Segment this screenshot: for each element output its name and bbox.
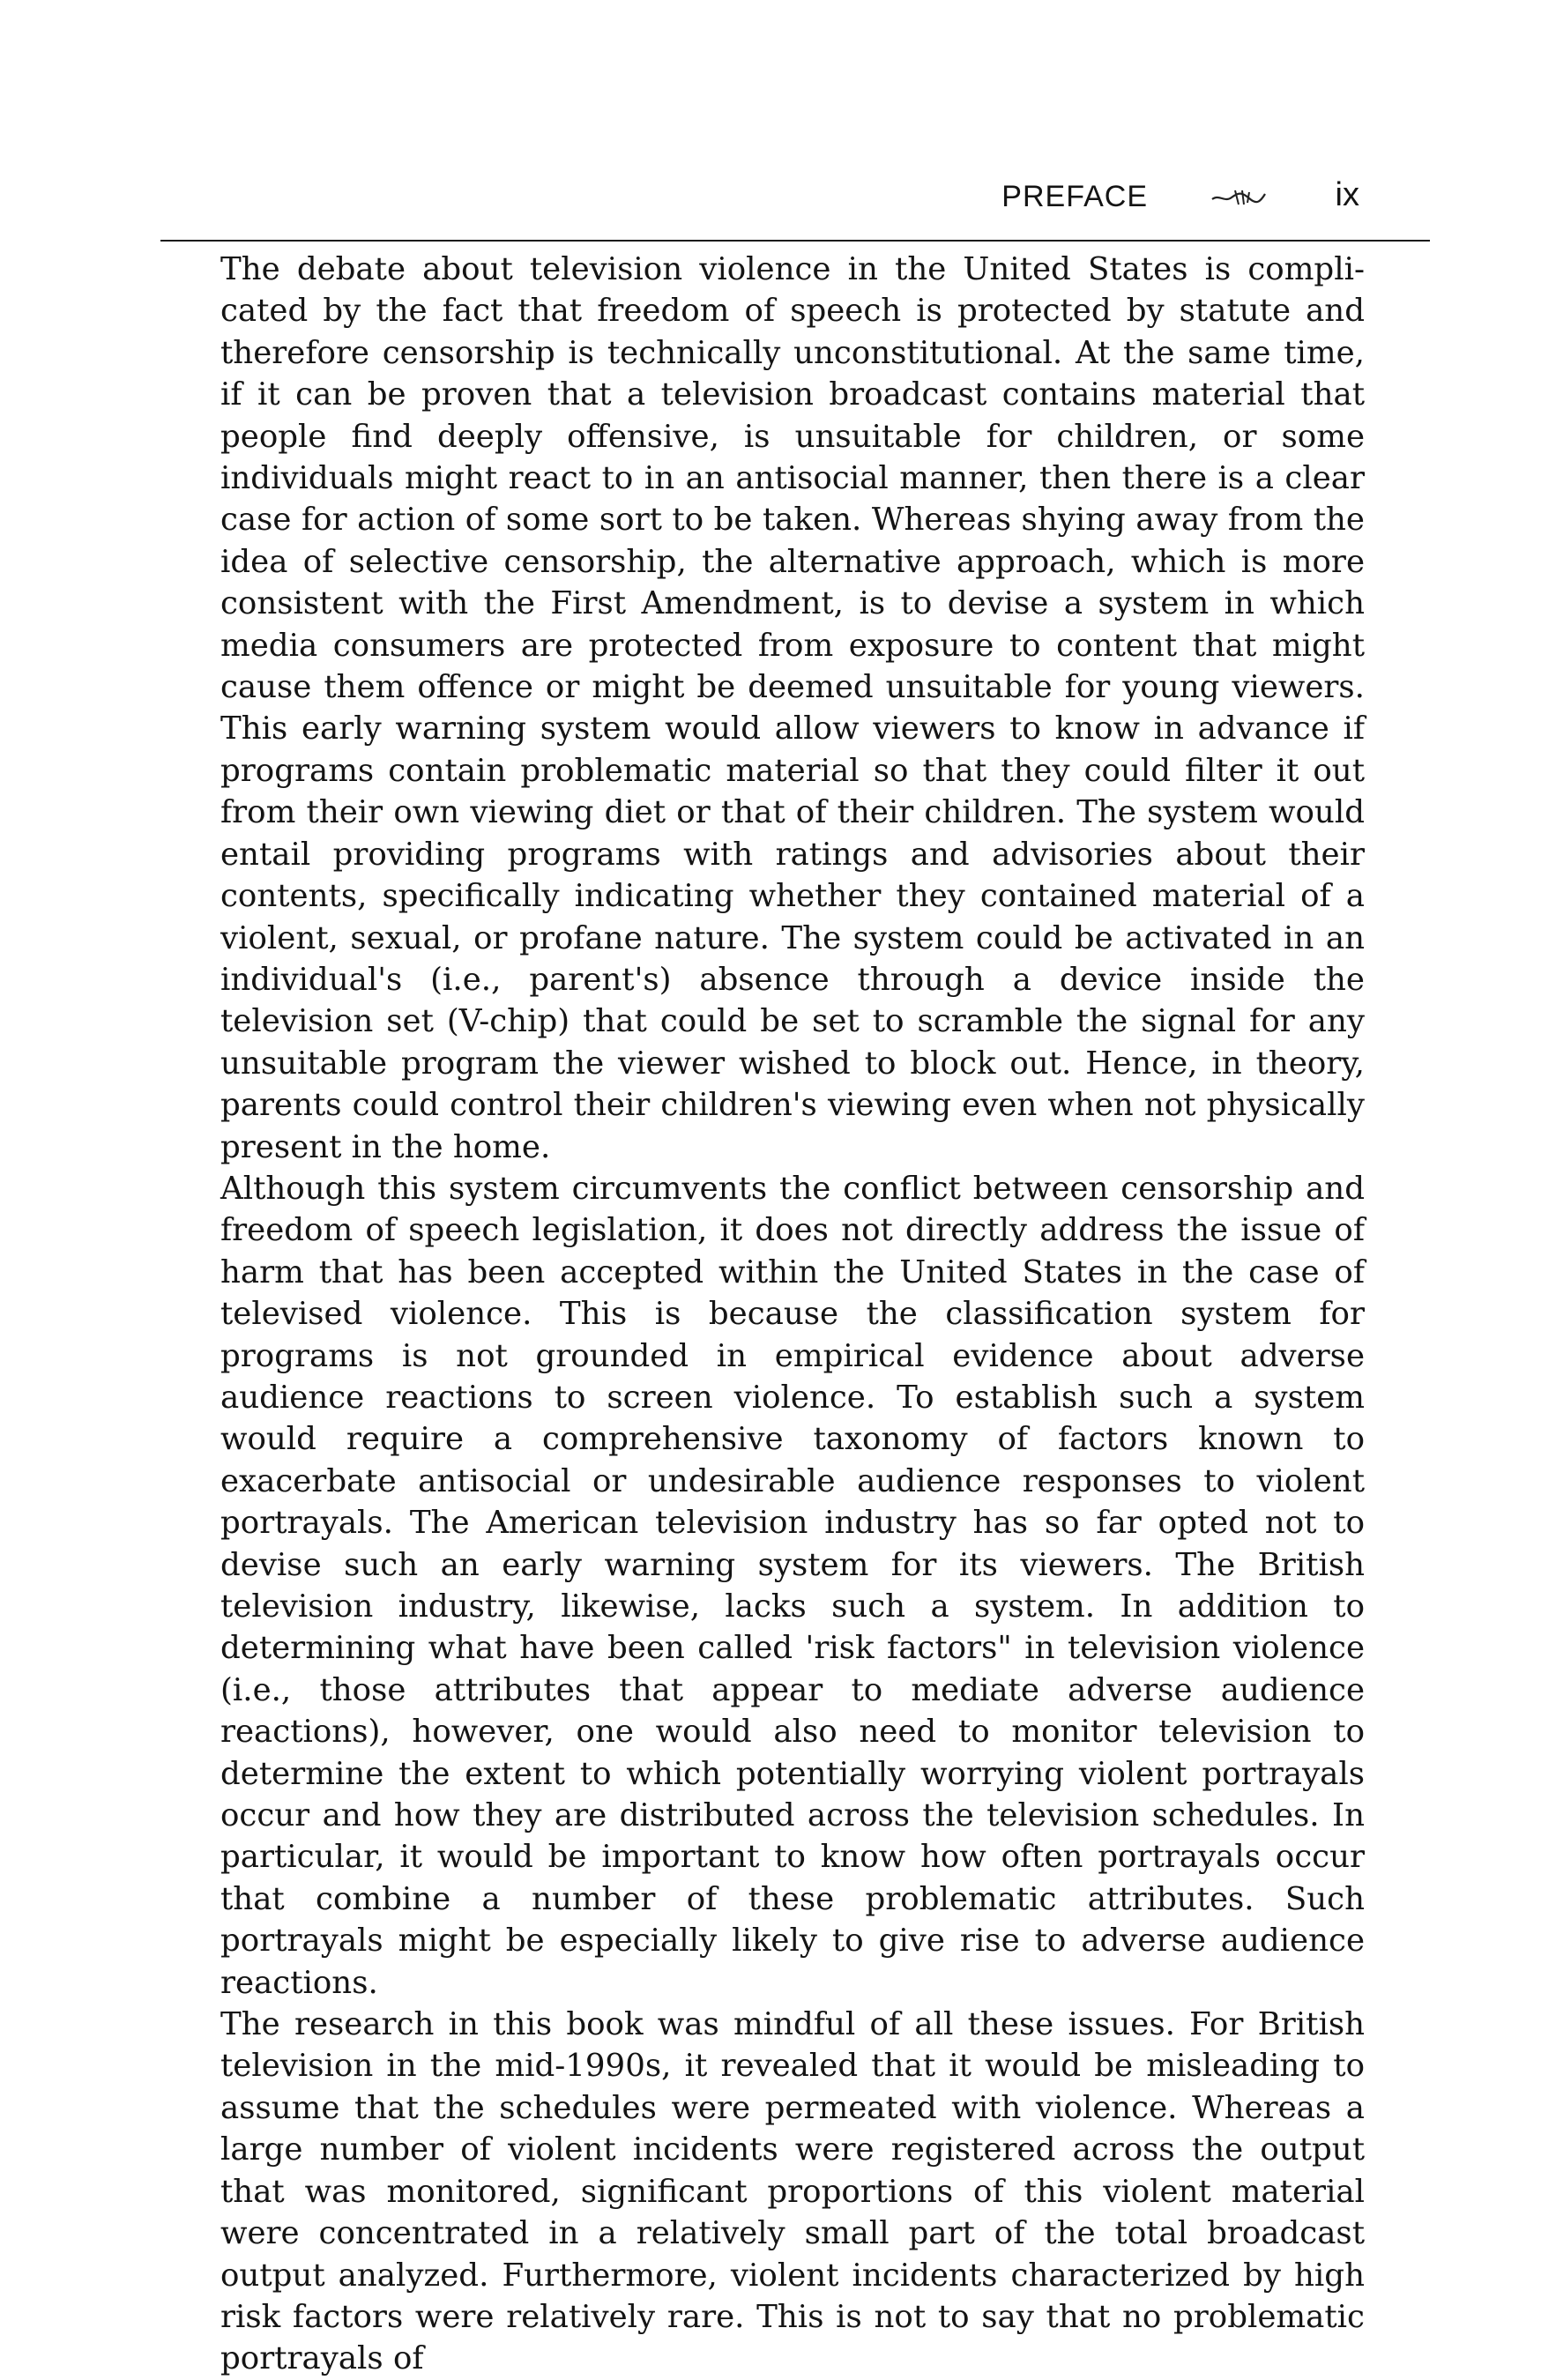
section-title: PREFACE bbox=[1001, 180, 1148, 213]
body-text bbox=[220, 249, 1365, 2380]
paragraph: Although this system circumvents the conflict between censorship and freedom of speech legislation, it does not directly address the issue of harm that has been accepted within the United States in the case of televised violence. This is because the classification system for programs is not grounded in empirical evidence about adverse audience reactions to screen violence. To establish such a system would require a comprehensive taxonomy of factors known to exacerbate antisocial or undesirable audience responses to violent portrayals. The American television industry has so far opted not to devise such an early warning system for its viewers. The British television industry, likewise, lacks such a system. In addition to determining what have been called 'risk factors" in television violence (i.e., those attributes that appear to mediate adverse audience reactions), however, one would also need to monitor television to determine the extent to which potentially worrying violent portrayals occur and how they are distributed across the television schedules. In particular, it would be important to know how often portrayals occur that combine a number of these problematic attributes. Such portrayals might be especially likely to give rise to adverse audience reactions. bbox=[220, 1170, 1365, 2001]
page-number: ix bbox=[1335, 176, 1359, 213]
paragraph: The research in this book was mindful of all these issues. For British television in the mid-1990s, it revealed that it would be misleading to assume that the schedules were permeated with violence. Whereas a large number of violent incidents were registered across the output that was monitored, significant proportions of this violent material were concentrated in a relatively small part of the total broadcast output analyzed. Furthermore, violent incidents characterized by high risk factors were relatively rare. This is not to say that no problematic portrayals of bbox=[220, 2006, 1365, 2377]
flourish-ornament-icon bbox=[1210, 185, 1267, 210]
paragraph: The debate about television violence in the United States is complicated by the fact that freedom of speech is protected by statute and therefore censorship is technically unconstitutional. At the same time, if it can be proven that a television broadcast contains material that people find deeply offensive, is unsuitable for children, or some individuals might react to in an antisocial manner, then there is a clear case for action of some sort to be taken. Whereas shying away from the idea of selective censorship, the alternative approach, which is more consistent with the First Amendment, is to devise a system in which media consumers are protected from exposure to content that might cause them offence or might be deemed unsuitable for young viewers. This early warning system would allow viewers to know in advance if programs contain problematic material so that they could filter it out from their own viewing diet or that of their children. The system would entail providing programs with ratings and advisories about their contents, specifically indicating whether they contained material of a violent, sexual, or profane nature. The system could be activated in an individual's (i.e., parent's) absence through a device inside the television set (V-chip) that could be set to scramble the signal for any unsuitable program the viewer wished to block out. Hence, in theory, parents could control their children's viewing even when not physically present in the home. bbox=[220, 251, 1365, 1165]
running-head bbox=[160, 176, 1430, 242]
